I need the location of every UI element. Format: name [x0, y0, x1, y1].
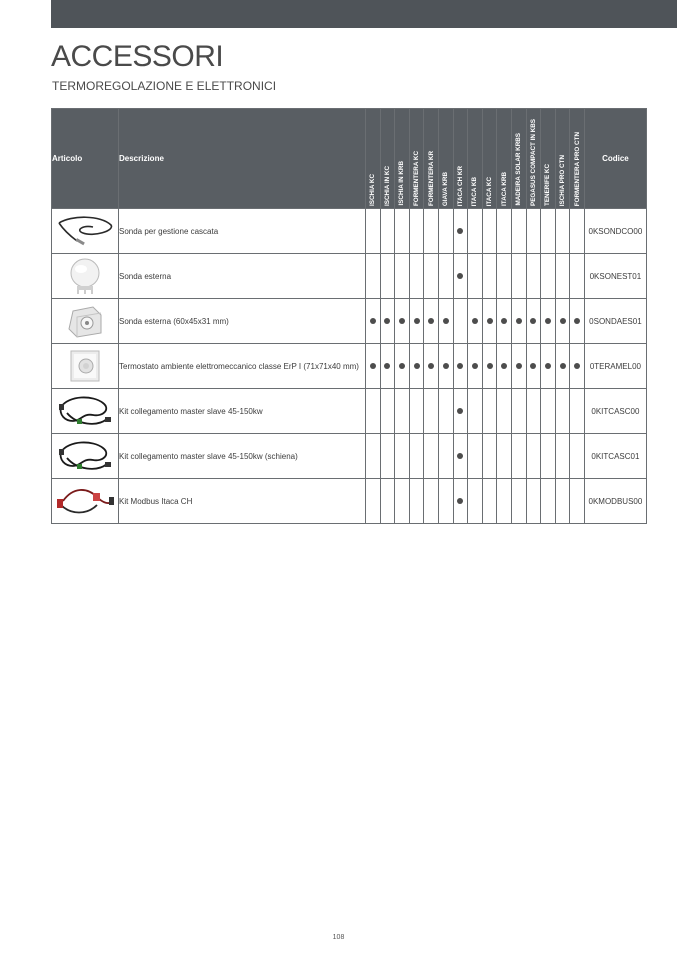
column-header-model — [482, 109, 497, 209]
compatible-dot-icon — [487, 318, 493, 324]
compatible-dot-icon — [457, 363, 463, 369]
compatibility-cell — [526, 479, 541, 524]
compatibility-cell — [511, 344, 526, 389]
compatibility-cell — [497, 434, 512, 479]
row-code: 0KSONDCO00 — [584, 209, 646, 254]
table-row — [52, 344, 647, 389]
row-code: 0KITCASC00 — [584, 389, 646, 434]
model-label: PEGASUS COMPACT IN KBS — [529, 119, 537, 206]
row-code: 0SONDAES01 — [584, 299, 646, 344]
compatibility-cell — [366, 209, 381, 254]
compatibility-cell — [424, 389, 439, 434]
compatibility-cell — [555, 344, 570, 389]
compatibility-cell — [366, 479, 381, 524]
compatibility-cell — [497, 299, 512, 344]
compatibility-cell — [526, 434, 541, 479]
column-header-codice: Codice — [584, 109, 646, 209]
compatibility-cell — [453, 479, 468, 524]
row-description: Kit collegamento master slave 45-150kw (schiena) — [119, 434, 366, 479]
compatibility-cell — [570, 479, 585, 524]
compatibility-cell — [541, 479, 556, 524]
row-description: Termostato ambiente elettromeccanico classe ErP I (71x71x40 mm) — [119, 344, 366, 389]
compatibility-cell — [366, 254, 381, 299]
column-header-model — [526, 109, 541, 209]
row-description: Sonda esterna — [119, 254, 366, 299]
compatibility-cell — [570, 209, 585, 254]
compatibility-cell — [438, 209, 453, 254]
compatibility-cell — [453, 299, 468, 344]
compatibility-cell — [409, 389, 424, 434]
room-thermostat-image — [52, 344, 119, 389]
compatibility-cell — [511, 299, 526, 344]
compatible-dot-icon — [428, 363, 434, 369]
column-header-model — [453, 109, 468, 209]
compatibility-cell — [395, 254, 410, 299]
compatibility-cell — [380, 299, 395, 344]
compatibility-cell — [497, 209, 512, 254]
table-row — [52, 479, 647, 524]
cable-kit-image — [52, 434, 119, 479]
column-header-model — [395, 109, 410, 209]
compatible-dot-icon — [501, 363, 507, 369]
compatibility-cell — [409, 434, 424, 479]
compatibility-cell — [555, 434, 570, 479]
model-label: FORMENTERA KC — [413, 150, 421, 206]
compatible-dot-icon — [472, 363, 478, 369]
column-header-model — [511, 109, 526, 209]
compatibility-cell — [424, 479, 439, 524]
compatibility-cell — [526, 254, 541, 299]
compatibility-cell — [482, 434, 497, 479]
compatible-dot-icon — [414, 363, 420, 369]
row-code: 0KSONEST01 — [584, 254, 646, 299]
model-label: ISCHIA KC — [369, 174, 377, 206]
row-code: 0KMODBUS00 — [584, 479, 646, 524]
compatibility-cell — [438, 434, 453, 479]
compatibility-cell — [409, 209, 424, 254]
compatibility-cell — [453, 434, 468, 479]
compatibility-cell — [424, 254, 439, 299]
compatibility-cell — [511, 209, 526, 254]
model-label: ITACA KRB — [500, 172, 508, 206]
compatibility-cell — [424, 299, 439, 344]
model-label: ISCHIA PRO CTN — [559, 154, 567, 206]
compatible-dot-icon — [560, 363, 566, 369]
compatibility-cell — [468, 254, 483, 299]
compatibility-cell — [380, 254, 395, 299]
compatibility-cell — [409, 254, 424, 299]
cable-kit-image — [52, 389, 119, 434]
compatibility-cell — [468, 389, 483, 434]
column-header-model — [438, 109, 453, 209]
model-label: FORMENTERA PRO CTN — [573, 131, 581, 206]
compatibility-cell — [380, 389, 395, 434]
column-header-model — [468, 109, 483, 209]
row-description: Sonda esterna (60x45x31 mm) — [119, 299, 366, 344]
compatibility-cell — [468, 344, 483, 389]
compatibility-cell — [366, 389, 381, 434]
compatible-dot-icon — [384, 318, 390, 324]
compatibility-cell — [541, 344, 556, 389]
sensor-cable-image — [52, 209, 119, 254]
compatibility-cell — [511, 434, 526, 479]
model-label: GIAVA KRB — [442, 171, 450, 206]
compatibility-cell — [380, 479, 395, 524]
compatible-dot-icon — [399, 318, 405, 324]
compatibility-cell — [424, 209, 439, 254]
compatibility-cell — [409, 344, 424, 389]
compatibility-cell — [438, 254, 453, 299]
row-description: Kit Modbus Itaca CH — [119, 479, 366, 524]
compatible-dot-icon — [384, 363, 390, 369]
model-label: ISCHIA IN KRB — [398, 161, 406, 206]
compatible-dot-icon — [370, 363, 376, 369]
row-code: 0TERAMEL00 — [584, 344, 646, 389]
compatibility-cell — [482, 209, 497, 254]
modbus-kit-image — [52, 479, 119, 524]
compatibility-cell — [497, 389, 512, 434]
compatibility-cell — [555, 479, 570, 524]
compatible-dot-icon — [443, 363, 449, 369]
model-label: ISCHIA IN KC — [383, 166, 391, 206]
compatibility-cell — [468, 209, 483, 254]
compatibility-cell — [395, 389, 410, 434]
compatible-dot-icon — [443, 318, 449, 324]
compatibility-cell — [570, 299, 585, 344]
compatibility-cell — [541, 254, 556, 299]
compatible-dot-icon — [516, 318, 522, 324]
compatibility-cell — [511, 389, 526, 434]
compatibility-cell — [526, 299, 541, 344]
column-header-model — [366, 109, 381, 209]
table-body — [52, 209, 647, 524]
model-label: ITACA CH KR — [456, 165, 464, 206]
compatibility-cell — [453, 389, 468, 434]
page-number: 108 — [332, 934, 345, 941]
compatibility-cell — [424, 434, 439, 479]
column-header-articolo: Articolo — [52, 109, 119, 209]
compatible-dot-icon — [457, 498, 463, 504]
compatibility-cell — [453, 209, 468, 254]
compatibility-cell — [555, 209, 570, 254]
compatibility-cell — [526, 209, 541, 254]
compatibility-cell — [395, 209, 410, 254]
compatible-dot-icon — [414, 318, 420, 324]
compatible-dot-icon — [472, 318, 478, 324]
compatibility-cell — [570, 344, 585, 389]
compatibility-cell — [541, 389, 556, 434]
compatibility-cell — [409, 479, 424, 524]
compatible-dot-icon — [560, 318, 566, 324]
model-label: ITACA KC — [486, 176, 494, 206]
outdoor-sensor-box-image — [52, 299, 119, 344]
compatibility-cell — [482, 344, 497, 389]
compatibility-cell — [555, 299, 570, 344]
row-code: 0KITCASC01 — [584, 434, 646, 479]
compatible-dot-icon — [501, 318, 507, 324]
compatibility-cell — [511, 479, 526, 524]
compatibility-cell — [468, 299, 483, 344]
compatibility-cell — [541, 434, 556, 479]
compatibility-cell — [482, 299, 497, 344]
compatible-dot-icon — [370, 318, 376, 324]
compatible-dot-icon — [487, 363, 493, 369]
column-header-model — [555, 109, 570, 209]
row-description: Sonda per gestione cascata — [119, 209, 366, 254]
compatibility-cell — [482, 254, 497, 299]
compatibility-cell — [395, 479, 410, 524]
compatibility-cell — [570, 254, 585, 299]
outdoor-sensor-image — [52, 254, 119, 299]
compatibility-cell — [380, 434, 395, 479]
compatibility-cell — [395, 299, 410, 344]
compatible-dot-icon — [457, 453, 463, 459]
compatibility-cell — [366, 344, 381, 389]
compatibility-cell — [453, 344, 468, 389]
compatible-dot-icon — [574, 318, 580, 324]
compatibility-cell — [438, 344, 453, 389]
compatibility-cell — [409, 299, 424, 344]
compatibility-cell — [526, 344, 541, 389]
compatibility-cell — [453, 254, 468, 299]
compatible-dot-icon — [530, 318, 536, 324]
compatibility-cell — [570, 389, 585, 434]
compatible-dot-icon — [574, 363, 580, 369]
column-header-model — [497, 109, 512, 209]
compatibility-cell — [541, 209, 556, 254]
compatibility-cell — [424, 344, 439, 389]
accessories-table — [51, 108, 647, 524]
model-label: ITACA KB — [471, 176, 479, 206]
compatible-dot-icon — [516, 363, 522, 369]
table-row — [52, 389, 647, 434]
compatible-dot-icon — [457, 273, 463, 279]
compatible-dot-icon — [530, 363, 536, 369]
compatibility-cell — [482, 389, 497, 434]
column-header-model — [570, 109, 585, 209]
compatibility-cell — [468, 434, 483, 479]
compatibility-cell — [366, 434, 381, 479]
compatibility-cell — [497, 344, 512, 389]
compatible-dot-icon — [545, 363, 551, 369]
compatibility-cell — [497, 479, 512, 524]
table-row — [52, 209, 647, 254]
row-description: Kit collegamento master slave 45-150kw — [119, 389, 366, 434]
column-header-model — [380, 109, 395, 209]
compatibility-cell — [555, 254, 570, 299]
compatibility-cell — [555, 389, 570, 434]
compatibility-cell — [497, 254, 512, 299]
compatibility-cell — [366, 299, 381, 344]
column-header-model — [541, 109, 556, 209]
top-banner — [51, 0, 677, 28]
compatible-dot-icon — [545, 318, 551, 324]
compatibility-cell — [438, 299, 453, 344]
compatibility-cell — [395, 434, 410, 479]
compatibility-cell — [482, 479, 497, 524]
compatibility-cell — [380, 209, 395, 254]
compatible-dot-icon — [399, 363, 405, 369]
compatibility-cell — [438, 479, 453, 524]
compatibility-cell — [541, 299, 556, 344]
compatibility-cell — [380, 344, 395, 389]
table-row — [52, 434, 647, 479]
model-label: FORMENTERA KR — [427, 150, 435, 206]
compatibility-cell — [468, 479, 483, 524]
model-label: TENERIFE KC — [544, 164, 552, 206]
column-header-model — [409, 109, 424, 209]
compatibility-cell — [511, 254, 526, 299]
table-header-row — [52, 109, 647, 209]
compatible-dot-icon — [457, 408, 463, 414]
page-title: ACCESSORI — [51, 40, 224, 73]
compatibility-cell — [570, 434, 585, 479]
compatibility-cell — [438, 389, 453, 434]
table-row — [52, 299, 647, 344]
table-row — [52, 254, 647, 299]
compatibility-cell — [395, 344, 410, 389]
model-label: MADEIRA SOLAR KRBS — [515, 133, 523, 206]
column-header-model — [424, 109, 439, 209]
compatible-dot-icon — [428, 318, 434, 324]
compatible-dot-icon — [457, 228, 463, 234]
compatibility-cell — [526, 389, 541, 434]
page-subtitle: TERMOREGOLAZIONE E ELETTRONICI — [52, 79, 277, 93]
column-header-descrizione: Descrizione — [119, 109, 366, 209]
